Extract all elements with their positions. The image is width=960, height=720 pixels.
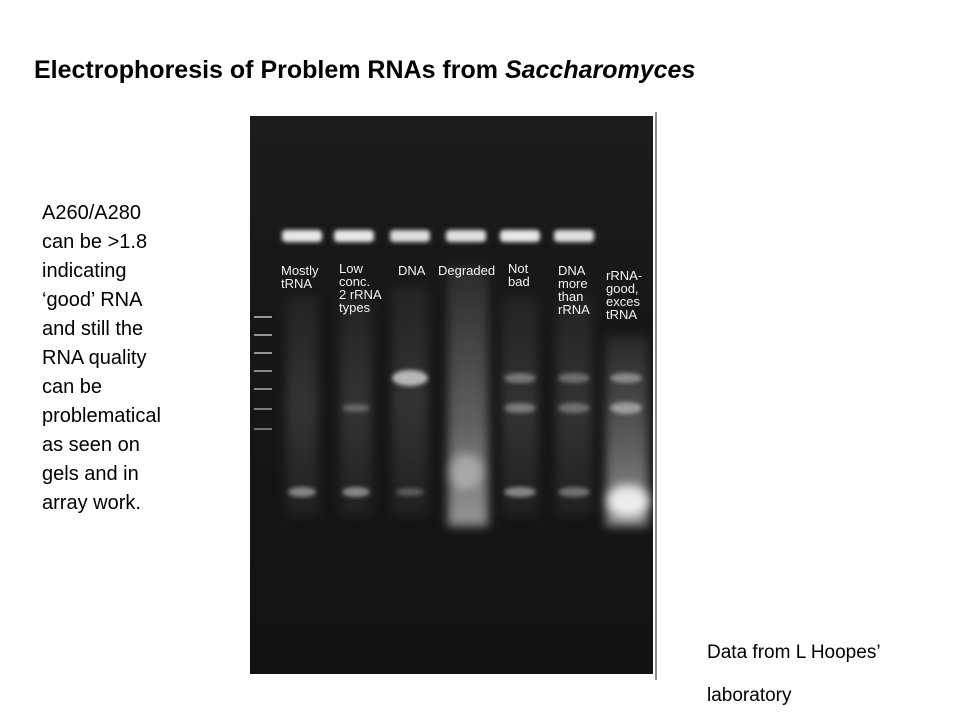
lane-label-line: than <box>558 289 584 304</box>
lane-label-line: tRNA <box>281 276 313 291</box>
lane-label-line: conc. <box>339 274 371 289</box>
gel-image <box>250 116 653 674</box>
note-line: and still the <box>42 318 144 340</box>
lane-label-4 <box>438 264 495 277</box>
lane-label-line: exces <box>606 294 640 309</box>
note-line: ‘good’ RNA <box>42 289 143 311</box>
lane-label-line: bad <box>508 274 530 289</box>
lane-label-line: good, <box>606 281 639 296</box>
lane-label-3 <box>398 264 425 277</box>
lane-label-line: rRNA- <box>606 268 643 283</box>
note-line: A260/A280 <box>42 202 141 224</box>
lane-label-line: types <box>339 300 371 315</box>
data-credit <box>707 631 881 717</box>
title-italic: Saccharomyces <box>504 56 696 84</box>
gel-photo <box>250 116 653 674</box>
note-line: gels and in <box>42 463 139 485</box>
lane-label-1 <box>281 264 319 290</box>
credit-line: Data from L Hoopes’ <box>707 642 881 663</box>
note-line: array work. <box>42 492 141 514</box>
lane-label-line: Degraded <box>438 263 496 278</box>
note-line: problematical <box>42 405 161 427</box>
note-line: indicating <box>42 260 127 282</box>
slide-title <box>34 56 695 85</box>
lane-label-2 <box>339 262 382 314</box>
lane-label-line: more <box>558 276 588 291</box>
note-line: can be <box>42 376 103 398</box>
lane-label-line: 2 rRNA <box>339 287 382 302</box>
note-line: can be >1.8 <box>42 231 148 253</box>
lane-label-line: rRNA <box>558 302 590 317</box>
lane-label-5 <box>508 262 530 288</box>
note-line: as seen on <box>42 434 140 456</box>
photo-divider-line <box>655 112 657 680</box>
note-line: RNA quality <box>42 347 147 369</box>
lane-label-7 <box>606 269 642 321</box>
lane-label-6 <box>558 264 590 316</box>
lane-label-line: tRNA <box>606 307 638 322</box>
credit-line: laboratory <box>707 685 792 706</box>
size-ladder <box>254 316 272 430</box>
gel-wells <box>282 230 594 242</box>
side-note <box>42 199 202 518</box>
lane-label-line: Mostly <box>281 263 319 278</box>
lane-label-line: Low <box>339 261 363 276</box>
title-main: Electrophoresis of Problem RNAs from <box>34 56 505 84</box>
lane-label-line: DNA <box>558 263 586 278</box>
lane-label-line: DNA <box>398 263 426 278</box>
lane-label-line: Not <box>508 261 529 276</box>
